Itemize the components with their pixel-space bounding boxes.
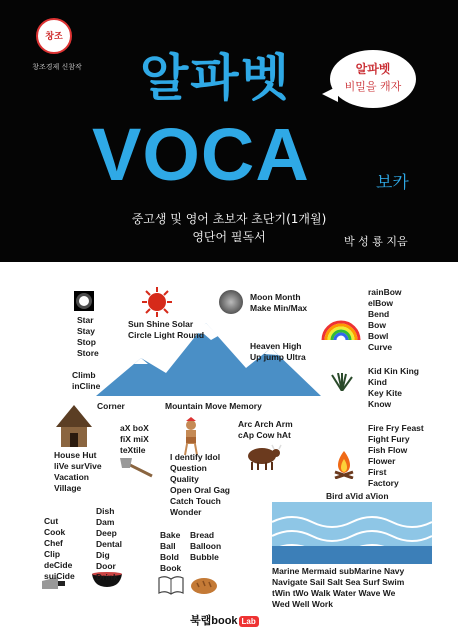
word: Bend (368, 309, 390, 319)
word: Flower (368, 456, 396, 466)
word: First (368, 467, 387, 477)
book-icon (158, 575, 184, 595)
word: Book (160, 563, 182, 573)
word: Open Oral Gag (170, 485, 230, 495)
publisher-name: 창조경제 신참작 (32, 63, 82, 71)
word: Cut (44, 516, 59, 526)
word-group-kid (368, 366, 419, 410)
word-group-dish (96, 506, 122, 583)
word: fiX miX (120, 434, 149, 444)
word: Balloon (190, 541, 222, 551)
word: Drink (96, 572, 118, 582)
word: Vacation (54, 472, 89, 482)
word: Cook (44, 527, 66, 537)
cover-header (0, 0, 458, 262)
grass-icon (330, 373, 354, 391)
word: Clip (44, 549, 61, 559)
word: Curve (368, 342, 393, 352)
word: Climb (72, 370, 96, 380)
word: Know (368, 399, 392, 409)
word: Stop (77, 337, 96, 347)
word: Bow (368, 320, 386, 330)
word: Fish Flow (368, 445, 408, 455)
word: Kid Kin King (368, 366, 419, 376)
word-group-arc (238, 419, 293, 441)
word-group-bird (326, 491, 389, 502)
bread-icon (190, 575, 218, 595)
brand-badge: Lab (239, 616, 259, 627)
word: Dish (96, 506, 115, 516)
word: liVe surVive (54, 461, 102, 471)
word: Arc Arch Arm (238, 419, 293, 429)
moon-icon (218, 289, 244, 315)
word-group-house (54, 450, 102, 494)
word: Fight Fury (368, 434, 410, 444)
subtitle-line2: 영단어 필독서 (192, 230, 266, 244)
word-group-climb (72, 370, 100, 392)
axe-icon (120, 458, 156, 480)
word-group-identify (170, 452, 230, 518)
word-group-rainbow (368, 287, 402, 353)
word-group-corner (97, 401, 125, 412)
word: Bowl (368, 331, 389, 341)
word: Factory (368, 478, 399, 488)
word: Question (170, 463, 207, 473)
word: Up jump Ultra (250, 352, 306, 362)
word: Door (96, 561, 116, 571)
rainbow-icon (320, 316, 362, 342)
word: Navigate Sail Salt Sea Surf Swim (272, 577, 405, 587)
title-reading: 보카 (376, 173, 409, 193)
word: Fire Fry Feast (368, 423, 424, 433)
word: Chef (44, 538, 63, 548)
word-group-star (77, 315, 99, 359)
word: Mountain Move Memory (165, 401, 262, 411)
word-group-cut (44, 516, 75, 582)
word: Catch Touch (170, 496, 221, 506)
word: Bread (190, 530, 215, 540)
subtitle-line1: 중고생 및 영어 초보자 초단기(1개월) (131, 212, 327, 226)
word: inCline (72, 381, 101, 391)
title-korean: 알파벳 (140, 49, 291, 107)
word: Marine Mermaid subMarine Navy (272, 566, 405, 576)
word: Sun Shine Solar (128, 319, 194, 329)
publisher-logo (36, 18, 72, 54)
bubble-line2: 비밀을 캐자 (344, 80, 402, 93)
word-group-heaven (250, 341, 306, 363)
cow-icon (244, 443, 282, 471)
word-group-marine (272, 566, 404, 610)
word-group-sun (128, 319, 204, 341)
word: Bird aVid aVion (326, 491, 389, 501)
word: Circle Light Round (128, 330, 205, 340)
word: Dig (96, 550, 110, 560)
word: rainBow (368, 287, 402, 297)
word: Quality (170, 474, 199, 484)
word: Dental (96, 539, 122, 549)
word: Bake (160, 530, 181, 540)
bubble-line1: 알파벳 (355, 62, 391, 76)
word-group-box (120, 423, 149, 456)
word: Key Kite (368, 388, 403, 398)
word-group-moon (250, 292, 307, 314)
sun-icon (142, 287, 172, 317)
word: Store (77, 348, 99, 358)
brand-logo (190, 612, 259, 628)
word-group-fire (368, 423, 424, 489)
word: Ball (160, 541, 176, 551)
word: Make Min/Max (250, 303, 308, 313)
word: teXtile (120, 445, 146, 455)
word: Wonder (170, 507, 202, 517)
word-group-mountain (165, 401, 262, 412)
word: Bubble (190, 552, 219, 562)
word: Deep (96, 528, 117, 538)
word: Wed Well Work (272, 599, 333, 609)
word: Village (54, 483, 82, 493)
word: Star (77, 315, 94, 325)
word: Stay (77, 326, 95, 336)
author: 박 성 룡 지음 (344, 235, 408, 248)
word: cAp Cow hAt (238, 430, 291, 440)
word: elBow (368, 298, 394, 308)
fire-icon (332, 449, 356, 479)
word: aX boX (120, 423, 149, 433)
logo-text: 창조 (45, 32, 63, 42)
word: Corner (97, 401, 125, 411)
word: deCide (44, 560, 73, 570)
word: I dentify Idol (170, 452, 221, 462)
word: tWin tWo Walk Water Wave We (272, 588, 396, 598)
brand-name: 북랩book (190, 615, 238, 627)
star-icon (74, 291, 94, 311)
native-icon (180, 417, 202, 455)
word: Dam (96, 517, 115, 527)
word-group-bread (190, 530, 221, 563)
hut-icon (56, 405, 92, 447)
word: Heaven High (250, 341, 302, 351)
word: Moon Month (250, 292, 301, 302)
word: House Hut (54, 450, 97, 460)
word: Kind (368, 377, 387, 387)
word: suiCide (44, 571, 75, 581)
word: Bold (160, 552, 179, 562)
title-voca: VOCA (92, 113, 310, 196)
word-group-bake (160, 530, 181, 574)
sea-icon (272, 502, 432, 564)
